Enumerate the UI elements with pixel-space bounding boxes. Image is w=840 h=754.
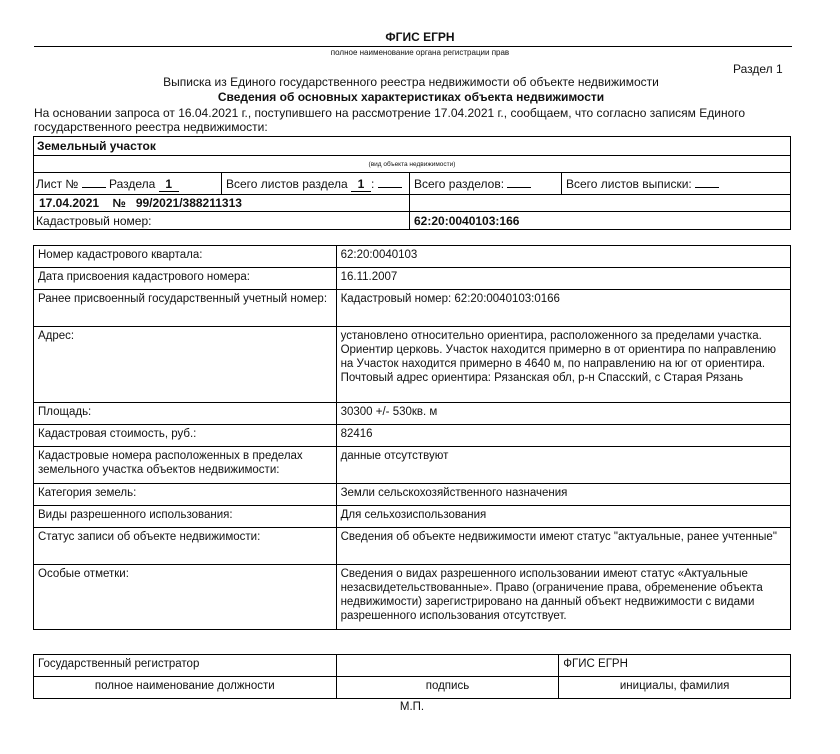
postal-address: Почтовый адрес ориентира: Рязанская обл, р-н Спасский, с Старая Рязань	[340, 372, 744, 384]
table-row	[34, 290, 791, 327]
table-row	[34, 506, 791, 528]
row-label: Статус записи об объекте недвижимости:	[34, 528, 337, 565]
object-type: Земельный участок	[37, 139, 156, 153]
row-label: Особые отметки:	[34, 565, 337, 630]
total-sheets-label: Всего листов раздела	[226, 177, 348, 191]
divider	[561, 172, 562, 194]
total-sheets: Всего листов раздела 1 :	[226, 177, 402, 192]
divider	[34, 46, 792, 47]
divider	[33, 211, 791, 212]
signature-cell	[336, 655, 559, 677]
row-label: Кадастровая стоимость, руб.:	[34, 425, 337, 447]
row-value: 82416	[336, 425, 790, 447]
row-value: Сведения об объекте недвижимости имеют статус "актуальные, ранее учтенные"	[336, 528, 790, 565]
org-caption: полное наименование органа регистрации прав	[330, 48, 510, 57]
row-label: Категория земель:	[34, 484, 337, 506]
section-of-label: Раздела	[108, 177, 156, 191]
table-row	[34, 268, 791, 290]
extract-number: 99/2021/388211313	[135, 196, 242, 210]
row-value: 62:20:0040103	[336, 246, 790, 268]
stamp-place: М.П.	[399, 701, 425, 713]
total-extract	[566, 177, 719, 191]
signature-caption: подпись	[336, 677, 559, 699]
cadastral-value: 62:20:0040103:166	[414, 214, 520, 228]
divider	[221, 172, 222, 194]
registry-title: ФГИС ЕГРН	[385, 30, 455, 44]
extract-date: 17.04.2021	[39, 196, 100, 210]
row-label: Кадастровые номера расположенных в пределах земельного участка объектов недвижимости:	[34, 447, 337, 484]
total-sections	[414, 177, 531, 191]
total-sheets-value: 1	[351, 177, 371, 192]
characteristics-table	[33, 245, 791, 630]
registrar-label: Государственный регистратор	[34, 655, 337, 677]
row-label: Площадь:	[34, 403, 337, 425]
registrar-org: ФГИС ЕГРН	[559, 655, 791, 677]
intro-text: На основании запроса от 16.04.2021 г., поступившего на рассмотрение 17.04.2021 г., сообщаем, что согласно записям Единого государственного реестра недвижимости:	[34, 106, 746, 134]
cadastral-label: Кадастровый номер:	[36, 214, 152, 228]
row-value: Для сельхозиспользования	[336, 506, 790, 528]
row-value: 16.11.2007	[336, 268, 790, 290]
divider	[33, 155, 791, 156]
row-value: данные отсутствуют	[336, 447, 790, 484]
row-value: 30300 +/- 530кв. м	[336, 403, 790, 425]
row-value: Сведения о видах разрешенного использовании имеют статус «Актуальные незасвидетельствованные». Право (ограничение права, обременение объекта недвижимости) зарегистрировано на данный объект недвижимости с видами разрешенного использования отсутствует.	[336, 565, 790, 630]
section-label: Раздел 1	[733, 62, 783, 76]
table-row	[34, 565, 791, 630]
position-caption: полное наименование должности	[34, 677, 337, 699]
address-text: установлено относительно ориентира, расположенного за пределами участка. Ориентир церковь. Участок находится примерно в от ориентира по направлению на Участок находится примерно в 4640 м, по направлению на юг от ориентира.	[340, 330, 776, 370]
address-value	[336, 327, 790, 403]
table-row	[34, 677, 791, 699]
table-row	[34, 655, 791, 677]
divider	[409, 172, 410, 230]
table-row	[34, 327, 791, 403]
number-sign: №	[112, 196, 126, 210]
section-value: 1	[159, 177, 179, 192]
extract-subtitle: Сведения об основных характеристиках объекта недвижимости	[217, 90, 605, 104]
signature-table	[33, 654, 791, 699]
sheet-label: Лист №	[36, 177, 79, 191]
extract-date-number	[39, 196, 242, 210]
row-value: Кадастровый номер: 62:20:0040103:0166	[336, 290, 790, 327]
total-extract-label: Всего листов выписки:	[566, 177, 692, 191]
table-row	[34, 484, 791, 506]
row-label: Виды разрешенного использования:	[34, 506, 337, 528]
row-label: Номер кадастрового квартала:	[34, 246, 337, 268]
divider	[33, 172, 791, 173]
table-row	[34, 425, 791, 447]
table-row	[34, 528, 791, 565]
table-row	[34, 403, 791, 425]
table-row	[34, 447, 791, 484]
total-sections-label: Всего разделов:	[414, 177, 505, 191]
row-label: Адрес:	[34, 327, 337, 403]
sheet-info	[36, 177, 179, 192]
row-label: Ранее присвоенный государственный учетный номер:	[34, 290, 337, 327]
name-caption: инициалы, фамилия	[559, 677, 791, 699]
table-row	[34, 246, 791, 268]
divider	[33, 194, 791, 195]
row-value: Земли сельскохозяйственного назначения	[336, 484, 790, 506]
row-label: Дата присвоения кадастрового номера:	[34, 268, 337, 290]
object-type-caption: (вид объекта недвижимости)	[368, 161, 456, 168]
extract-title: Выписка из Единого государственного реестра недвижимости об объекте недвижимости	[163, 75, 659, 89]
